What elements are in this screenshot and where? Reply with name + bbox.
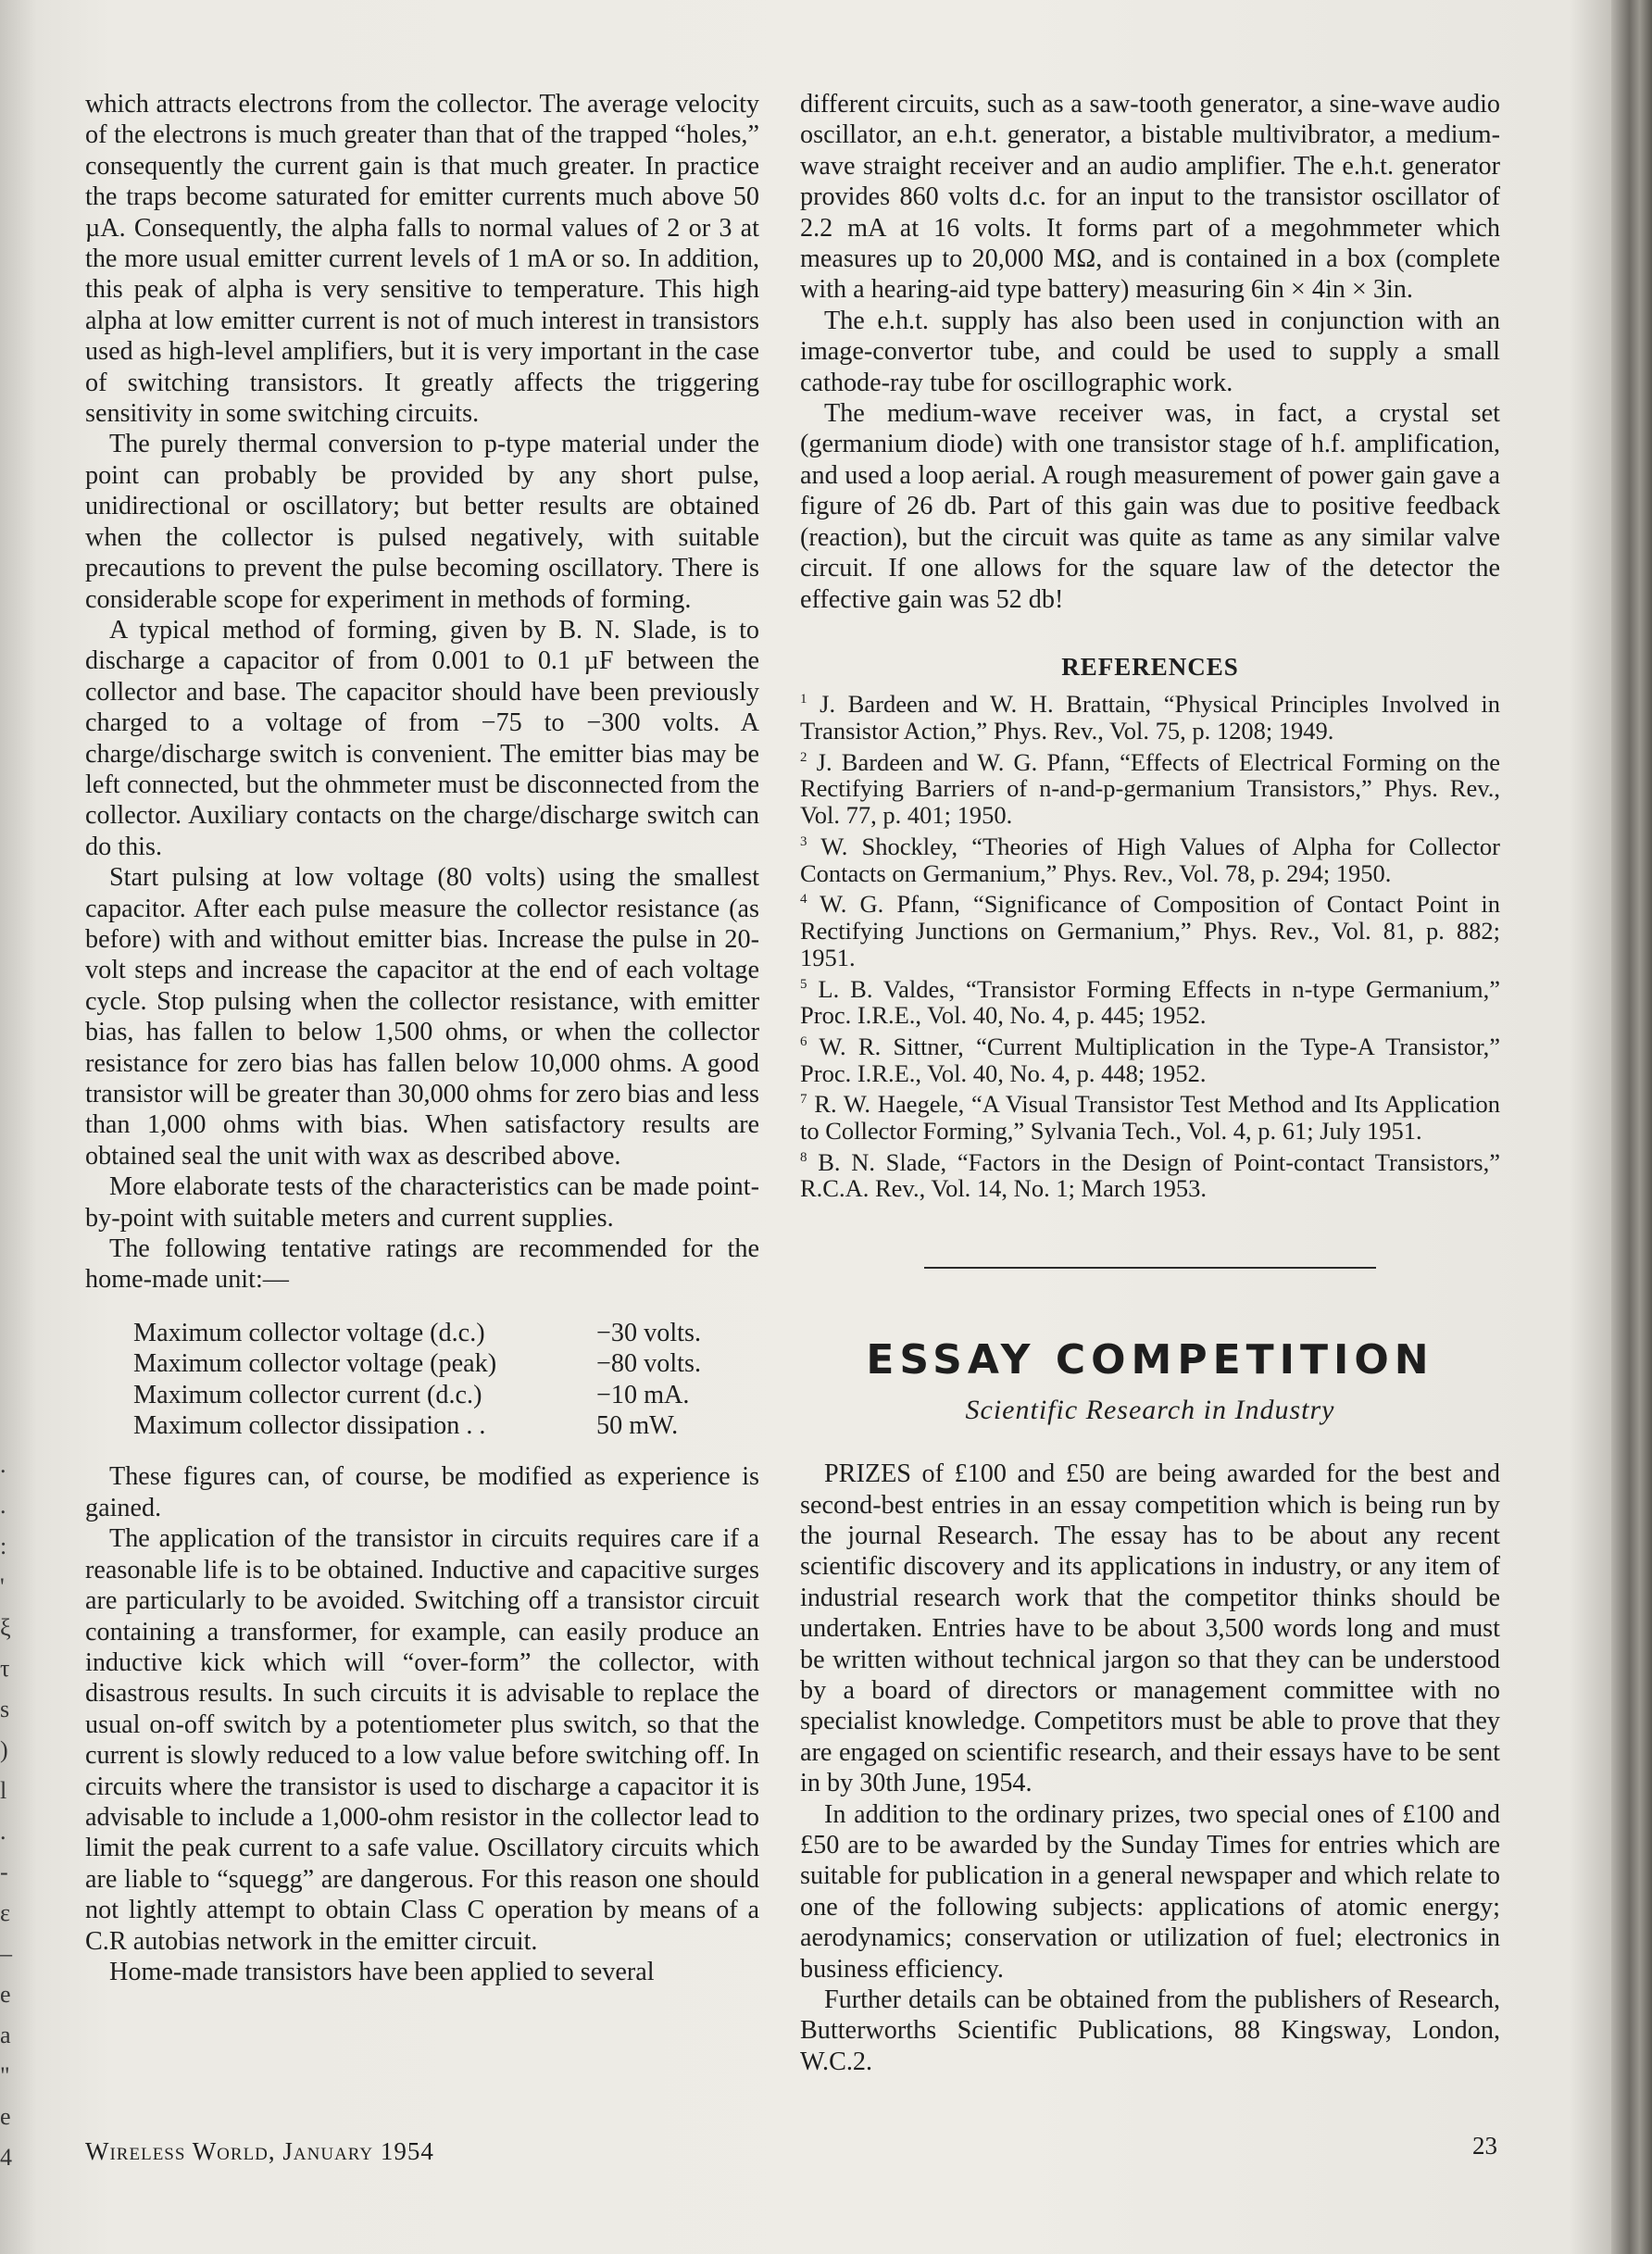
essay-competition-title: ESSAY COMPETITION — [866, 1336, 1434, 1384]
body-paragraph: which attracts electrons from the collector. The average velocity of the electrons is much greater than that of the trapped “holes,” consequently the current gain is that much greater. In practice the traps become saturated for emitter currents much above 50 µA. Consequently, the alpha falls to normal values of 2 or 3 at the more usual emitter current levels of 1 mA or so. In addition, this peak of alpha is very sensitive to temperature. This high alpha at low emitter current is not of much interest in transistors used as high-level amplifiers, but it is very important in the case of switching transistors. It greatly affects the triggering sensitivity in some switching circuits. — [85, 90, 759, 429]
reference-text: W. G. Pfann, “Significance of Composition of Contact Point in Rectifying Junctions on Germanium,” Phys. Rev., Vol. 81, p. 882; 1951. — [800, 890, 1500, 971]
body-paragraph: The following tentative ratings are recommended for the home-made unit:— — [85, 1234, 759, 1295]
rating-row — [133, 1380, 726, 1410]
body-paragraph: Start pulsing at low voltage (80 volts) using the smallest capacitor. After each pulse measure the collector resistance (as before) with and without emitter bias. Increase the pulse in 20-volt steps and increase the capacitor at the end of each voltage cycle. Stop pulsing when the collector resistance, with emitter bias, has fallen to below 1,500 ohms, or when the collector resistance for zero bias has fallen below 10,000 ohms. A good transistor will be greater than 30,000 ohms for zero bias and less than 1,000 ohms with bias. When satisfactory results are obtained seal the unit with wax as described above. — [85, 863, 759, 1171]
reference-number: 7 — [800, 1092, 807, 1108]
reference-number: 3 — [800, 833, 807, 849]
margin-mark: l — [0, 1777, 7, 1804]
essay-paragraph: Further details can be obtained from the publishers of Research, Butterworths Scientific Publications, 88 Kingsway, London, W.C.2. — [800, 1985, 1500, 2076]
body-paragraph: The medium-wave receiver was, in fact, a crystal set (germanium diode) with one transistor stage of h.f. amplification, and used a loop aerial. A rough measurement of power gain gave a figure of 26 db. Part of this gain was due to positive feedback (reaction), but the circuit was quite as tame as any similar valve circuit. If one allows for the square law of the detector the effective gain was 52 db! — [800, 399, 1500, 614]
essay-paragraph: PRIZES of £100 and £50 are being awarded for the best and second-best entries in an essay competition which is being run by the journal Research. The essay has to be about any recent scientific discovery and its applications in industry, or any item of industrial research work that the competitor thinks should be undertaken. Entries have to be about 3,500 words long and must be written without technical jargon so that they can be understood by a board of directors or management committee with no specialist knowledge. Competitors must be able to prove that they are engaged on scientific research, and their essays have to be sent in by 30th June, 1954. — [800, 1459, 1500, 1798]
rating-row — [133, 1318, 726, 1348]
body-paragraph: different circuits, such as a saw-tooth generator, a sine-wave audio oscillator, an e.h.t. generator, a bistable multivibrator, a medium-wave straight receiver and an audio amplifier. The e.h.t. generator provides 860 volts d.c. for an input to the transistor oscillator of 2.2 mA at 16 volts. It forms part of a megohmmeter which measures up to 20,000 MΩ, and is contained in a box (complete with a hearing-aid type battery) measuring 6in × 4in × 3in. — [800, 90, 1500, 305]
margin-mark: . — [0, 1492, 6, 1519]
reference-text: J. Bardeen and W. H. Brattain, “Physical Principles Involved in Transistor Action,” Phys. Rev., Vol. 75, p. 1208; 1949. — [800, 690, 1501, 745]
ratings-table — [133, 1318, 726, 1442]
margin-mark: " — [0, 2062, 10, 2089]
reference-number: 1 — [800, 692, 807, 708]
reference-item — [800, 829, 1500, 886]
reference-text: R. W. Haegele, “A Visual Transistor Test Method and Its Application to Collector Forming,” Sylvania Tech., Vol. 4, p. 61; July 1951. — [800, 1090, 1501, 1146]
body-paragraph: More elaborate tests of the characteristics can be made point-by-point with suitable meters and current supplies. — [85, 1172, 759, 1233]
margin-mark: . — [0, 1451, 6, 1478]
rating-value: −30 volts. — [596, 1318, 701, 1347]
margin-mark: . — [0, 1818, 6, 1845]
margin-mark: 4 — [0, 2144, 12, 2171]
margin-mark: - — [0, 1859, 8, 1885]
margin-mark: s — [0, 1696, 10, 1722]
reference-text: J. Bardeen and W. G. Pfann, “Effects of Electrical Forming on the Rectifying Barriers of n-and-p-germanium Transistors,” Phys. Rev., Vol. 77, p. 401; 1950. — [800, 747, 1500, 830]
reference-item — [800, 1145, 1500, 1202]
essay-paragraph: In addition to the ordinary prizes, two special ones of £100 and £50 are to be awarded by the Sunday Times for entries which are suitable for publication in a general newspaper and which relate to one of the following subjects: applications of atomic energy; aerodynamics; conservation or utilization of fuel; electronics in business efficiency. — [800, 1799, 1500, 1984]
reference-text: W. Shockley, “Theories of High Values of Alpha for Collector Contacts on Germanium,” Phys. Rev., Vol. 78, p. 294; 1950. — [800, 832, 1500, 887]
reference-item — [800, 686, 1500, 744]
reference-text: L. B. Valdes, “Transistor Forming Effects in n-type Germanium,” Proc. I.R.E., Vol. 40, No. 4, p. 445; 1952. — [800, 974, 1501, 1030]
body-paragraph: Home-made transistors have been applied to several — [109, 1957, 655, 1986]
reference-text: W. R. Sittner, “Current Multiplication in the Type-A Transistor,” Proc. I.R.E., Vol. 40, No. 4, p. 448; 1952. — [800, 1032, 1500, 1087]
margin-mark: : — [0, 1533, 7, 1559]
body-paragraph: A typical method of forming, given by B. N. Slade, is to discharge a capacitor of from 0.001 to 0.1 µF between the collector and base. The capacitor should have been previously charged to a voltage of from −75 to −300 volts. A charge/discharge switch is convenient. The emitter bias may be left connected, but the ohmmeter must be disconnected from the collector. Auxiliary contacts on the charge/discharge switch can do this. — [85, 615, 759, 861]
margin-mark: – — [0, 1940, 12, 1967]
body-paragraph: These figures can, of course, be modified as experience is gained. — [85, 1462, 759, 1522]
margin-mark: τ — [0, 1655, 10, 1682]
margin-mark: ξ — [0, 1614, 11, 1641]
body-paragraph: The purely thermal conversion to p-type material under the point can probably be provided by any short pulse, unidirectional or oscillatory; but better results are obtained when the collector is pulsed negatively, with suitable precautions to prevent the pulse becoming oscillatory. There is considerable scope for experiment in methods of forming. — [85, 430, 759, 614]
body-paragraph: The e.h.t. supply has also been used in conjunction with an image-convertor tube, and could be used to supply a small cathode-ray tube for oscillographic work. — [800, 306, 1500, 397]
reference-number: 2 — [800, 749, 807, 765]
reference-item — [800, 1086, 1500, 1144]
footer-publication: Wireless World, January 1954 — [85, 2137, 434, 2165]
rating-label: Maximum collector voltage (peak) — [133, 1349, 497, 1379]
rating-label: Maximum collector current (d.c.) — [133, 1380, 482, 1409]
rating-label: Maximum collector dissipation . . — [133, 1411, 486, 1441]
references-heading: REFERENCES — [1061, 652, 1239, 681]
reference-number: 8 — [800, 1149, 807, 1165]
rating-row — [133, 1348, 726, 1379]
margin-mark: e — [0, 2103, 11, 2130]
margin-mark: a — [0, 2022, 11, 2048]
left-margin-bleed — [0, 1445, 19, 2178]
section-divider — [924, 1267, 1376, 1269]
references-list — [800, 686, 1500, 1202]
reference-item — [800, 886, 1500, 970]
body-paragraph: The application of the transistor in circuits requires care if a reasonable life is to be obtained. Inductive and capacitive surges are particularly to be avoided. Switching off a transistor circuit containing a transformer, for example, can easily produce an inductive kick which will “over-form” the collector, with disastrous results. In such circuits it is advisable to replace the usual on-off switch by a potentiometer plus switch, so that the current is slowly reduced to a low value before switching off. In circuits where the transistor is used to discharge a capacitor it is advisable to include a 1,000-ohm resistor in the collector lead to limit the peak current to a safe value. Oscillatory circuits which are liable to “squegg” are dangerous. For this reason one should not lightly attempt to obtain Class C operation by means of a C.R autobias network in the emitter circuit. — [85, 1524, 759, 1956]
essay-competition-subtitle: Scientific Research in Industry — [965, 1394, 1335, 1425]
left-column — [85, 89, 759, 1987]
reference-number: 6 — [800, 1034, 807, 1050]
reference-item — [800, 971, 1500, 1029]
rating-value: −80 volts. — [596, 1349, 701, 1379]
rating-label: Maximum collector voltage (d.c.) — [133, 1318, 485, 1347]
footer-page-number: 23 — [1472, 2132, 1497, 2160]
margin-mark: e — [0, 1981, 11, 2008]
reference-number: 4 — [800, 892, 807, 908]
margin-mark: ' — [0, 1573, 5, 1600]
reference-number: 5 — [800, 976, 807, 992]
rating-value: −10 mA. — [596, 1380, 690, 1409]
page-binding-shadow — [1611, 0, 1652, 2254]
right-column — [800, 89, 1500, 2077]
reference-text: B. N. Slade, “Factors in the Design of Point-contact Transistors,” R.C.A. Rev., Vol. 14, No. 1; March 1953. — [800, 1147, 1500, 1203]
margin-mark: ε — [0, 1899, 10, 1926]
margin-mark: ) — [0, 1736, 8, 1763]
reference-item — [800, 745, 1500, 829]
rating-row — [133, 1410, 726, 1441]
rating-value: 50 mW. — [596, 1411, 679, 1441]
reference-item — [800, 1029, 1500, 1086]
